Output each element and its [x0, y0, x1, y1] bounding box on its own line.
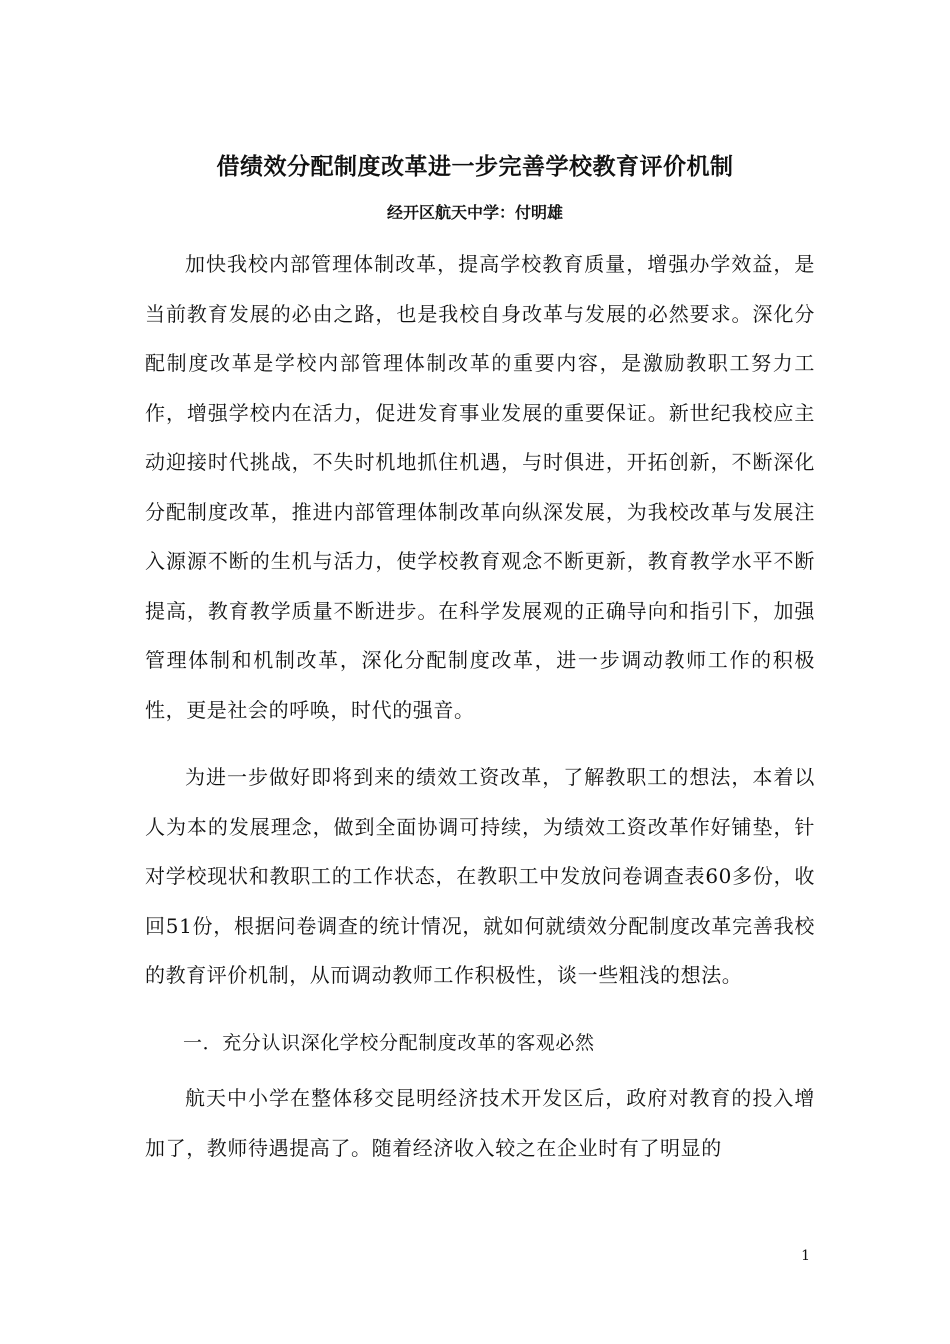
page-number: 1 [801, 1248, 810, 1264]
body-paragraph-1: 加快我校内部管理体制改革，提高学校教育质量，增强办学效益，是当前教育发展的必由之路，也是我校自身改革与发展的必然要求。深化分配制度改革是学校内部管理体制改革的重要内容，是激励教职工努力工作，增强学校内在活力，促进发育事业发展的重要保证。新世纪我校应主动迎接时代挑战，不失时机地抓住机遇，与时俱进，开拓创新，不断深化分配制度改革，推进内部管理体制改革向纵深发展，为我校改革与发展注入源源不断的生机与活力，使学校教育观念不断更新，教育教学水平不断提高，教育教学质量不断进步。在科学发展观的正确导向和指引下，加强管理体制和机制改革，深化分配制度改革，进一步调动教师工作的积极性，更是社会的呼唤，时代的强音。 [145, 252, 815, 722]
body-paragraph-2: 为进一步做好即将到来的绩效工资改革，了解教职工的想法，本着以人为本的发展理念，做到全面协调可持续，为绩效工资改革作好铺垫，针对学校现状和教职工的工作状态，在教职工中发放问卷调查表60多份，收回51份，根据问卷调查的统计情况，就如何就绩效分配制度改革完善我校的教育评价机制，从而调动教师工作积极性，谈一些粗浅的想法。 [145, 765, 815, 987]
section-heading: 一．充分认识深化学校分配制度改革的客观必然 [183, 1031, 595, 1054]
section-paragraph: 航天中小学在整体移交昆明经济技术开发区后，政府对教育的投入增加了，教师待遇提高了。随着经济收入较之在企业时有了明显的 [145, 1086, 815, 1160]
document-body [145, 240, 815, 1173]
document-author: 经开区航天中学：付明雄 [386, 203, 563, 222]
document-title: 借绩效分配制度改革进一步完善学校教育评价机制 [216, 154, 734, 180]
